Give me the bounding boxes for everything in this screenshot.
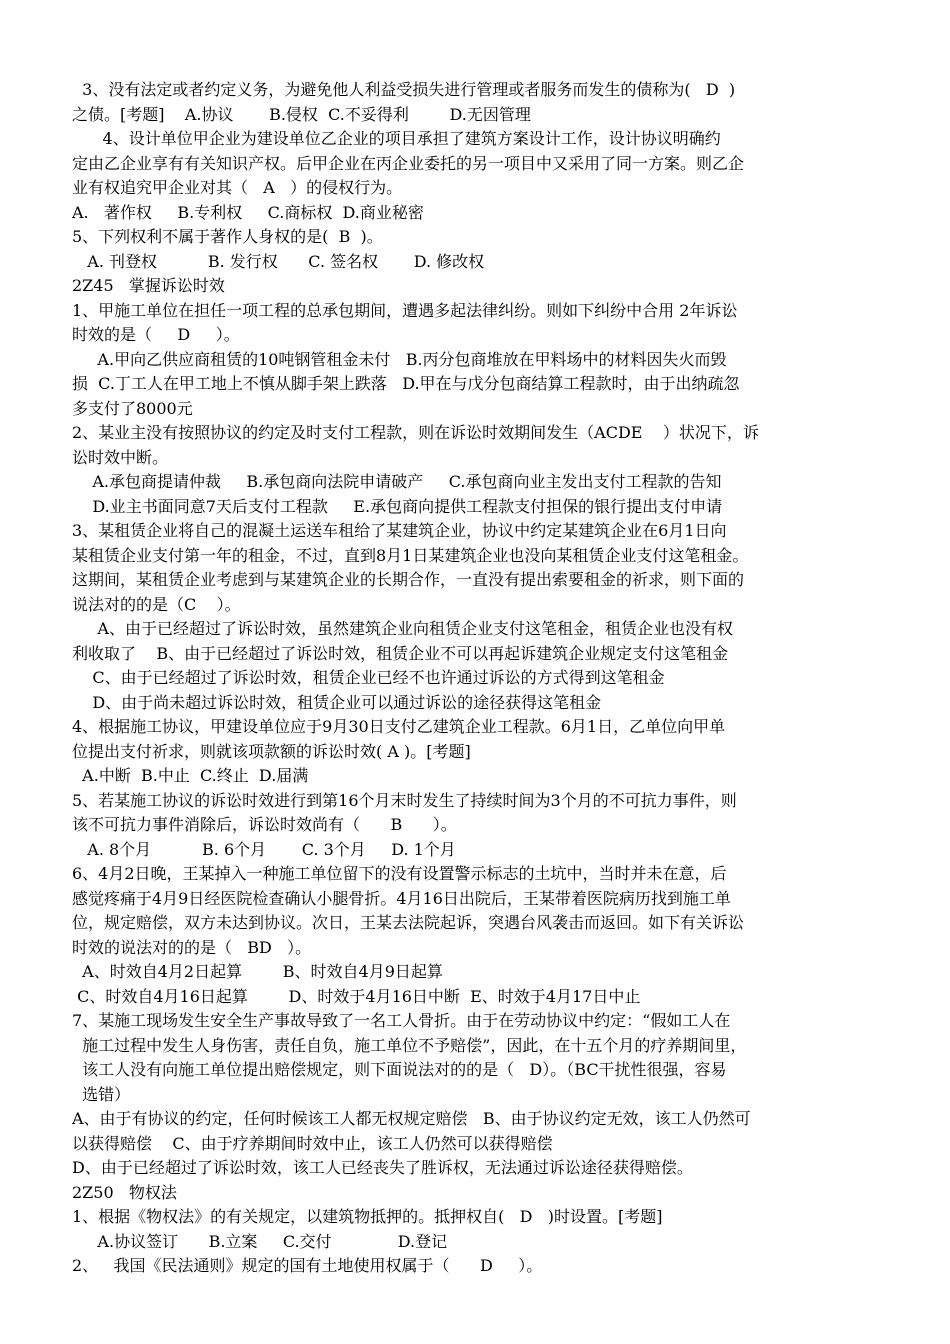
text-line: 感觉疼痛于4月9日经医院检查确认小腿骨折。4月16日出院后，王某带着医院病历找到施工单 (72, 888, 731, 908)
text-line: D、由于尚未超过诉讼时效，租赁企业可以通过诉讼的途径获得这笔租金 (72, 692, 602, 712)
text-line: 这期间，某租赁企业考虑到与某建筑企业的长期合作，一直没有提出索要租金的祈求，则下面的 (72, 570, 745, 589)
text-line: 多支付了8000元 (72, 398, 193, 418)
text-line: 该不可抗力事件消除后，诉讼时效尚有（ B ）。 (72, 815, 457, 834)
text-line: C、由于已经超过了诉讼时效，租赁企业已经不也许通过诉讼的方式得到这笔租金 (72, 668, 665, 687)
text-line: 7、某施工现场发生安全生产事故导致了一名工人骨折。由于在劳动协议中约定：“假如工人在 (72, 1011, 731, 1030)
text-line: A、由于有协议的约定，任何时候该工人都无权规定赔偿 B、由于协议约定无效，该工人仍然可 (72, 1109, 751, 1128)
text-line: A.甲向乙供应商租赁的10吨钢管租金未付 B.丙分包商堆放在甲料场中的材料因失火而毁 (72, 349, 727, 369)
text-line: 2、 我国《民法通则》规定的国有土地使用权属于（ D ）。 (72, 1256, 543, 1275)
text-line: 位，规定赔偿，双方未达到协议。次日，王某去法院起诉，突遇台风袭击而返回。如下有关诉讼 (72, 913, 745, 932)
text-line: D、由于已经超过了诉讼时效，该工人已经丧失了胜诉权，无法通过诉讼途径获得赔偿。 (72, 1158, 693, 1177)
text-line: A、由于已经超过了诉讼时效，虽然建筑企业向租赁企业支付这笔租金，租赁企业也没有权 (72, 619, 733, 638)
text-line: 该工人没有向施工单位提出赔偿规定，则下面说法对的的是（ D）。（BC干扰性很强，容易 (72, 1060, 727, 1079)
text-line: 之债。[考题] A.协议 B.侵权 C.不妥得利 D.无因管理 (72, 104, 531, 124)
text-line: 讼时效中断。 (72, 447, 169, 467)
text-line: A.中断 B.中止 C.终止 D.届满 (72, 766, 309, 785)
text-line: 定由乙企业享有有关知识产权。后甲企业在丙企业委托的另一项目中又采用了同一方案。则乙企 (72, 153, 745, 173)
text-line: D.业主书面同意7天后支付工程款 E.承包商向提供工程款支付担保的银行提出支付申请 (72, 496, 723, 516)
text-line: 说法对的的是（C ）。 (72, 594, 241, 614)
text-line: 某租赁企业支付第一年的租金，不过，直到8月1日某建筑企业也没向某租赁企业支付这笔租金。 (72, 545, 749, 565)
text-line: A.承包商提请仲裁 B.承包商向法院申请破产 C.承包商向业主发出支付工程款的告知 (72, 472, 722, 491)
text-line: 3、某租赁企业将自己的混凝土运送车租给了某建筑企业，协议中约定某建筑企业在6月1日向 (72, 521, 727, 540)
text-line: 2Z50 物权法 (72, 1182, 177, 1202)
text-line: 选错） (72, 1084, 131, 1104)
text-line: 位提出支付祈求，则就该项款额的诉讼时效( A )。[考题] (72, 741, 471, 761)
text-line: 以获得赔偿 C、由于疗养期间时效中止，该工人仍然可以获得赔偿 (72, 1133, 553, 1153)
text-line: C、时效自4月16日起算 D、时效于4月16日中断 E、时效于4月17日中止 (72, 986, 641, 1006)
text-line: 时效的是（ D ）。 (72, 325, 240, 344)
text-line: 6、4月2日晚，王某掉入一种施工单位留下的没有设置警示标志的土坑中，当时并未在意，后 (72, 864, 727, 883)
text-line: 5、下列权利不属于著作人身权的是( B )。 (72, 227, 383, 246)
text-line: A.协议签订 B.立案 C.交付 D.登记 (72, 1231, 448, 1251)
text-line: 5、若某施工协议的诉讼时效进行到第16个月末时发生了持续时间为3个月的不可抗力事件，则 (72, 790, 737, 810)
text-line: A. 刊登权 B. 发行权 C. 签名权 D. 修改权 (72, 251, 485, 271)
text-line: 4、根据施工协议，甲建设单位应于9月30日支付乙建筑企业工程款。6月1日，乙单位向甲单 (72, 717, 726, 736)
text-line: 3、没有法定或者约定义务，为避免他人利益受损失进行管理或者服务而发生的债称为( D ) (72, 80, 736, 99)
text-line: A. 著作权 B.专利权 C.商标权 D.商业秘密 (72, 202, 424, 222)
text-line: 1、甲施工单位在担任一项工程的总承包期间，遭遇多起法律纠纷。则如下纠纷中合用 2年诉讼 (72, 300, 738, 320)
text-line: 业有权追究甲企业对其（ A ）的侵权行为。 (72, 178, 403, 197)
text-line: 4、设计单位甲企业为建设单位乙企业的项目承担了建筑方案设计工作，设计协议明确约 (72, 129, 721, 148)
text-line: 施工过程中发生人身伤害，责任自负，施工单位不予赔偿”，因此，在十五个月的疗养期间里， (72, 1035, 747, 1055)
text-line: 时效的说法对的的是（ BD ）。 (72, 937, 312, 957)
text-line: 利收取了 B、由于已经超过了诉讼时效，租赁企业不可以再起诉建筑企业规定支付这笔租金 (72, 643, 729, 663)
text-line: 2Z45 掌握诉讼时效 (72, 276, 225, 295)
text-line: 损 C.丁工人在甲工地上不慎从脚手架上跌落 D.甲在与戊分包商结算工程款时，由于出纳疏忽 (72, 374, 740, 393)
text-line: A、时效自4月2日起算 B、时效自4月9日起算 (72, 962, 443, 981)
text-line: A. 8个月 B. 6个月 C. 3个月 D. 1个月 (72, 839, 456, 859)
text-line: 2、某业主没有按照协议的约定及时支付工程款，则在诉讼时效期间发生（ACDE ）状况下，诉 (72, 423, 759, 442)
text-line: 1、根据《物权法》的有关规定，以建筑物抵押的。抵押权自( D )时设置。[考题] (72, 1207, 663, 1226)
